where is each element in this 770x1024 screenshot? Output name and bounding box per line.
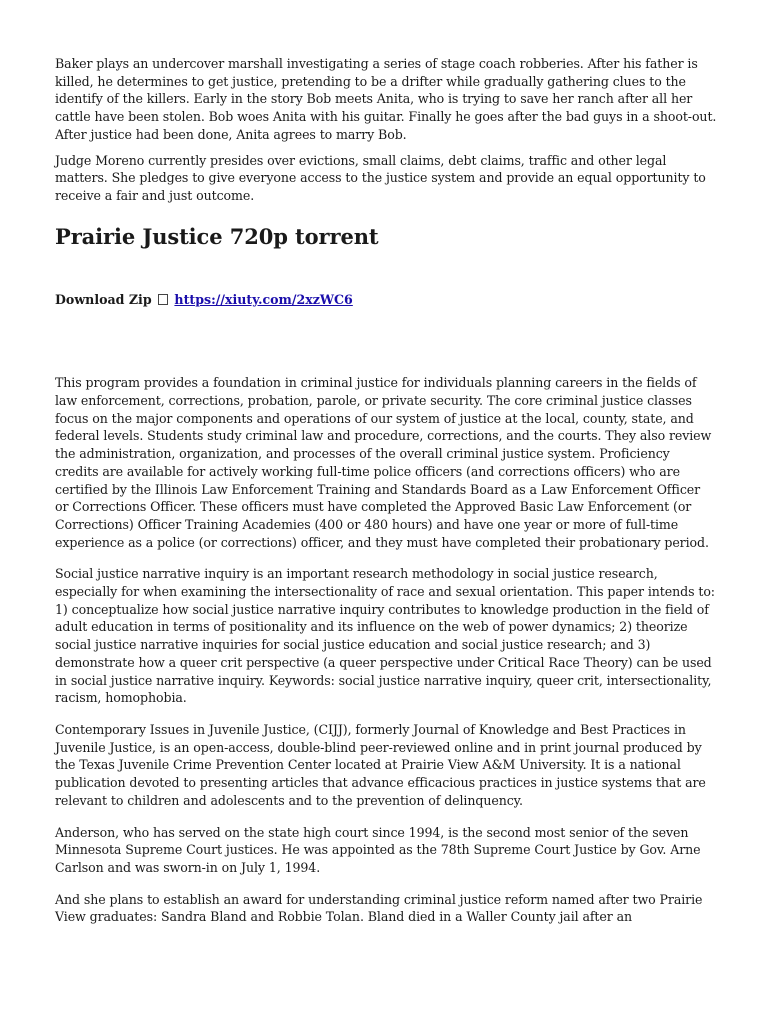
- intro-paragraph: Judge Moreno currently presides over evictions, small claims, debt claims, traffic and other legal matters. She pledges to give everyone access to the justice system and provide an equal opportunity to receive a fair and just outcome.: [55, 152, 706, 203]
- body-paragraph: Social justice narrative inquiry is an important research methodology in social justice research, especially for when examining the intersectionality of race and sexual orientation. This paper intends to: 1) conceptualize how social justice narrative inquiry contributes to knowledge production in the field of adult education in terms of positionality and its influence on the web of power dynamics; 2) theorize social justice narrative inquiries for social justice education and social justice research; and 3) demonstrate how a queer crit perspective (a queer perspective under Critical Race Theory) can be used in social justice narrative inquiry. Keywords: social justice narrative inquiry, queer crit, intersectionality, racism, homophobia.: [55, 566, 715, 706]
- body-paragraph: Anderson, who has served on the state high court since 1994, is the second most senior of the seven Minnesota Supreme Court justices. He was appointed as the 78th Supreme Court Justice by Gov. Arne Carlson and was sworn-in on July 1, 1994.: [55, 824, 701, 875]
- box-glyph-icon: [158, 294, 168, 305]
- page-title: Prairie Justice 720p torrent: [55, 223, 379, 249]
- download-link[interactable]: https://xiuty.com/2xzWC6: [174, 291, 353, 307]
- download-label: Download Zip: [55, 291, 152, 307]
- body-paragraph: And she plans to establish an award for understanding criminal justice reform named after two Prairie View graduates: Sandra Bland and Robbie Tolan. Bland died in a Waller County jail after an: [55, 891, 703, 925]
- article: [55, 55, 717, 926]
- intro-paragraph: Baker plays an undercover marshall investigating a series of stage coach robberies. After his father is killed, he determines to get justice, pretending to be a drifter while gradually gathering clues to the identify of the killers. Early in the story Bob meets Anita, who is trying to save her ranch after all her cattle have been stolen. Bob woes Anita with his guitar. Finally he goes after the bad guys in a shoot-out. After justice had been done, Anita agrees to marry Bob.: [55, 56, 717, 142]
- body-paragraph: This program provides a foundation in criminal justice for individuals planning careers in the fields of law enforcement, corrections, probation, parole, or private security. The core criminal justice classes focus on the major components and operations of our system of justice at the local, county, state, and federal levels. Students study criminal law and procedure, corrections, and the courts. They also review the administration, organization, and processes of the overall criminal justice system. Proficiency credits are available for actively working full-time police officers (and corrections officers) who are certified by the Illinois Law Enforcement Training and Standards Board as a Law Enforcement Officer or Corrections Officer. These officers must have completed the Approved Basic Law Enforcement (or Corrections) Officer Training Academies (400 or 480 hours) and have one year or more of full-time experience as a police (or corrections) officer, and they must have completed their probationary period.: [55, 375, 712, 550]
- download-line: [55, 291, 717, 309]
- body-paragraph: Contemporary Issues in Juvenile Justice, (CIJJ), formerly Journal of Knowledge and Best Practices in Juvenile Justice, is an open-access, double-blind peer-reviewed online and in print journal produced by the Texas Juvenile Crime Prevention Center located at Prairie View A&M University. It is a national publication devoted to presenting articles that advance efficacious practices in justice systems that are relevant to children and adolescents and to the prevention of delinquency.: [55, 721, 706, 808]
